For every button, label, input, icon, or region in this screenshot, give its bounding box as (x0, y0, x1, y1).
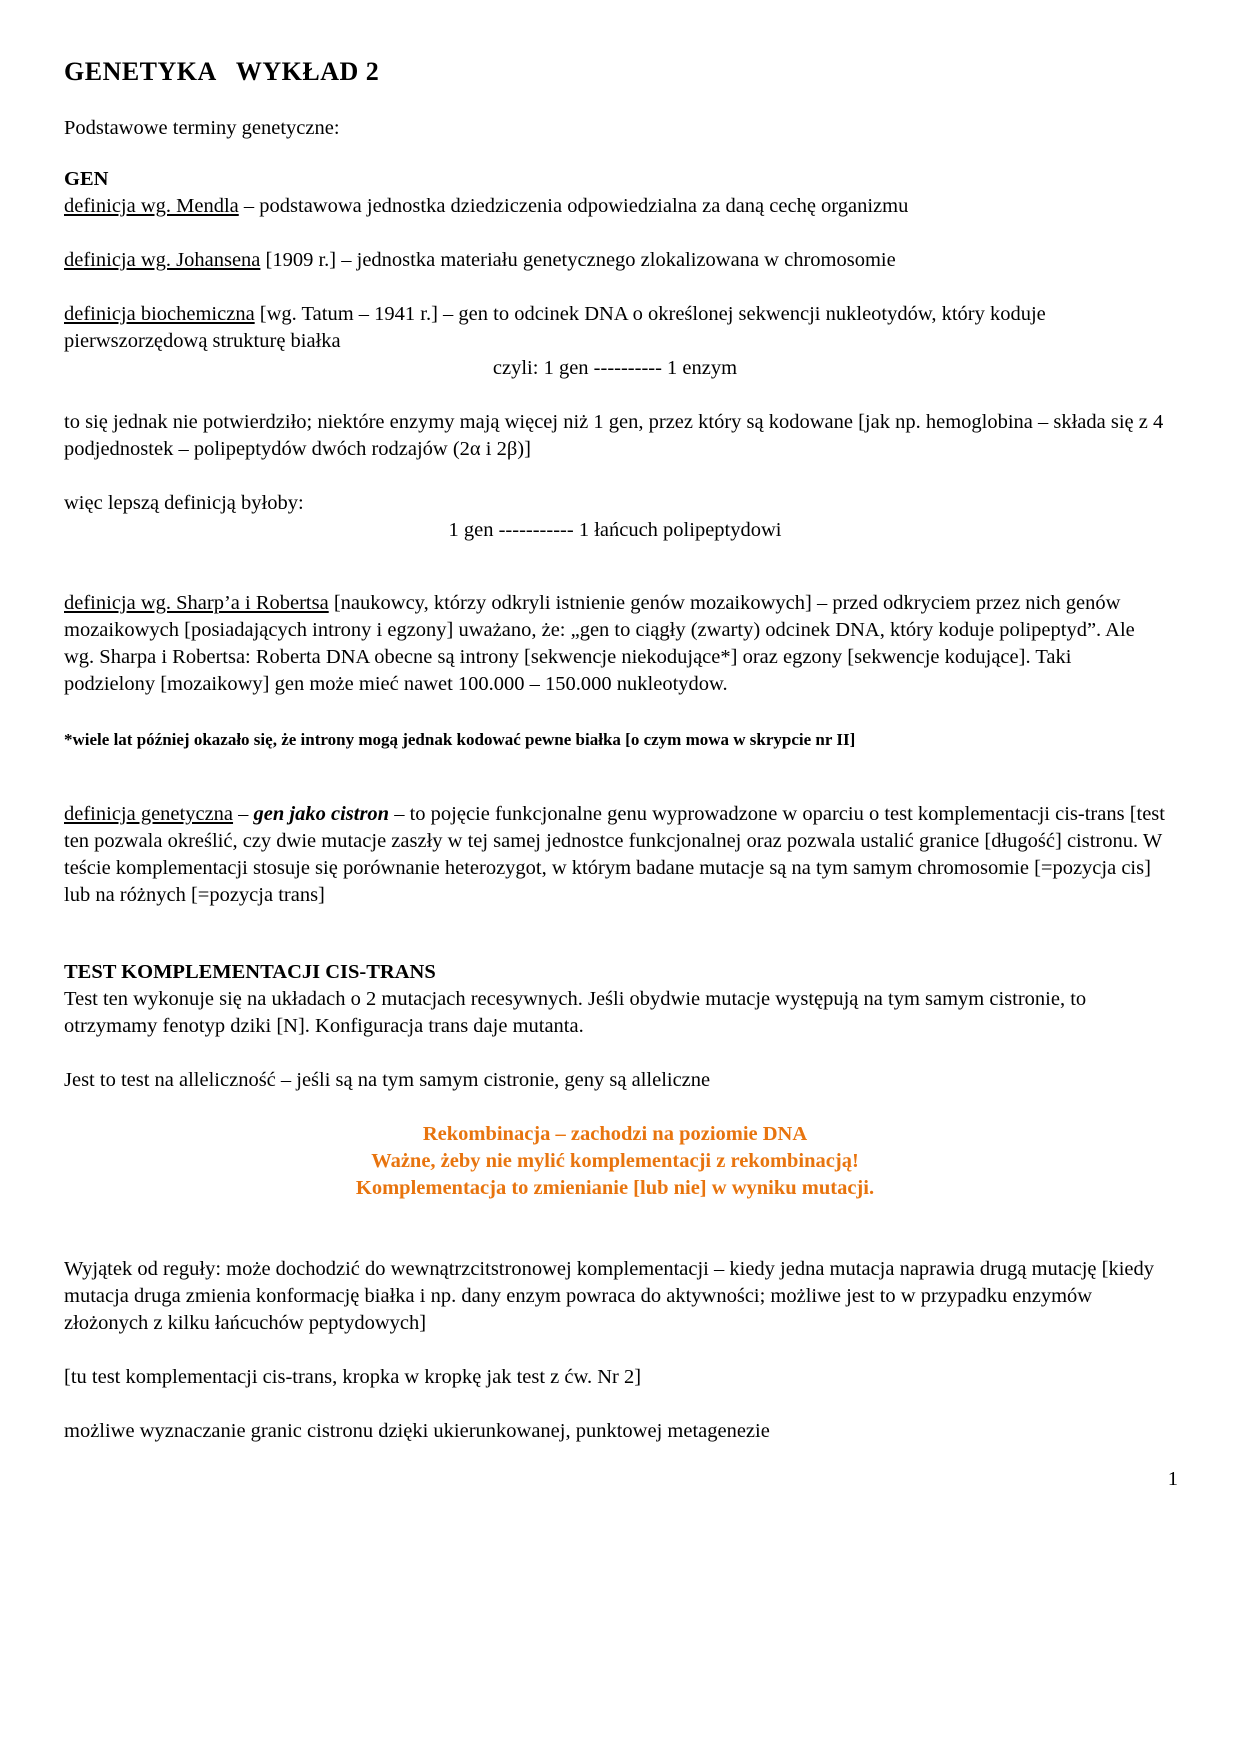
definition-mendel-text: – podstawowa jednostka dziedziczenia odpowiedzialna za daną cechę organizmu (238, 195, 909, 217)
paragraph-final: możliwe wyznaczanie granic cistronu dzięki ukierunkowanej, punktowej metagenezie (64, 1420, 770, 1442)
paragraph-allelic: Jest to test na alleliczność – jeśli są na tym samym cistronie, geny są alleliczne (64, 1069, 711, 1091)
definition-johansen-term: definicja wg. Johansena (64, 249, 261, 271)
definition-genetyczna-term: definicja genetyczna (64, 803, 234, 825)
paragraph-exception: Wyjątek od reguły: może dochodzić do wewnątrzcitstronowej komplementacji – kiedy jedna mutacja naprawia drugą mutację [kiedy mutacja druga zmienia konformację białka i np. dany enzym powraca do aktywności; możliwe jest to w przypadku enzymów złożonych z kilku łańcuchów peptydowych] (64, 1258, 1154, 1334)
paragraph-better-definition: więc lepszą definicją byłoby: (64, 492, 304, 514)
paragraph-bracket-note: [tu test komplementacji cis-trans, kropka w kropkę jak test z ćw. Nr 2] (64, 1366, 642, 1388)
definition-genetyczna (64, 801, 1166, 909)
paragraph-test-body: Test ten wykonuje się na układach o 2 mutacjach recesywnych. Jeśli obydwie mutacje występują na tym samym cistronie, to otrzymamy fenotyp dziki [N]. Konfiguracja trans daje mutanta. (64, 988, 1087, 1037)
definition-sharp-roberts-text: [naukowcy, którzy odkryli istnienie genów mozaikowych] – przed odkryciem przez nich genów mozaikowych [posiadających introny i egzony] uważano, że: „gen to ciągły (zwarty) odcinek DNA, który koduje polipeptyd”. Ale wg. Sharpa i Robertsa: Roberta DNA obecne są introny [sekwencje niekodujące*] oraz egzony [sekwencje kodujące]. Taki podzielony [mozaikowy] gen może mieć nawet 100.000 – 150.000 nukleotydow. (64, 592, 1135, 695)
definition-sharp-roberts (64, 590, 1166, 698)
page-number: 1 (1167, 1468, 1178, 1490)
definition-biochemiczna (64, 301, 1166, 355)
definition-johansen-text: [1909 r.] – jednostka materiału genetycznego zlokalizowana w chromosomie (260, 249, 896, 271)
definition-genetyczna-text: – to pojęcie funkcjonalne genu wyprowadzone w oparciu o test komplementacji cis-trans [test ten pozwala określić, czy dwie mutacje zaszły w tej samej jednostce funkcjonalnej oraz pozwala ustalić granice [długość] cistronu. W teście komplementacji stosuje się porównanie heterozygot, w którym badane mutacje są na tym samym chromosomie [=pozycja cis] lub na różnych [=pozycja trans] (64, 803, 1165, 906)
formula-gen-enzym: czyli: 1 gen ---------- 1 enzym (492, 357, 738, 379)
formula-gen-polipeptyd: 1 gen ----------- 1 łańcuch polipeptydowi (448, 519, 782, 541)
highlight-block (64, 1121, 1166, 1202)
definition-sharp-roberts-term: definicja wg. Sharp’a i Robertsa (64, 592, 329, 614)
document-title: GENETYKA WYKŁAD 2 (64, 57, 380, 86)
definition-genetyczna-separator: – (233, 803, 254, 825)
definition-biochemiczna-term: definicja biochemiczna (64, 303, 255, 325)
paragraph-not-confirmed: to się jednak nie potwierdziło; niektóre enzymy mają więcej niż 1 gen, przez który są kodowane [jak np. hemoglobina – składa się z 4 podjednostek – polipeptydów dwóch rodzajów (2α i 2β)] (64, 411, 1164, 460)
highlight-line-wazne: Ważne, żeby nie mylić komplementacji z rekombinacją! (371, 1150, 859, 1172)
footnote-introny: *wiele lat później okazało się, że introny mogą jednak kodować pewne białka [o czym mowa w skrypcie nr II] (64, 730, 856, 749)
definition-mendel-term: definicja wg. Mendla (64, 195, 239, 217)
definition-johansen (64, 247, 1166, 274)
definition-genetyczna-emphasis: gen jako cistron (253, 803, 390, 825)
highlight-line-komplementacja: Komplementacja to zmienianie [lub nie] w wyniku mutacji. (355, 1177, 875, 1199)
definition-biochemiczna-text: [wg. Tatum – 1941 r.] – gen to odcinek DNA o określonej sekwencji nukleotydów, który koduje pierwszorzędową strukturę białka (64, 303, 1046, 352)
section-heading-test: TEST KOMPLEMENTACJI CIS-TRANS (64, 961, 436, 983)
intro-line: Podstawowe terminy genetyczne: (64, 117, 340, 139)
highlight-line-rekombinacja: Rekombinacja – zachodzi na poziomie DNA (422, 1123, 808, 1145)
definition-mendel (64, 193, 1166, 220)
section-heading-gen: GEN (64, 168, 109, 190)
